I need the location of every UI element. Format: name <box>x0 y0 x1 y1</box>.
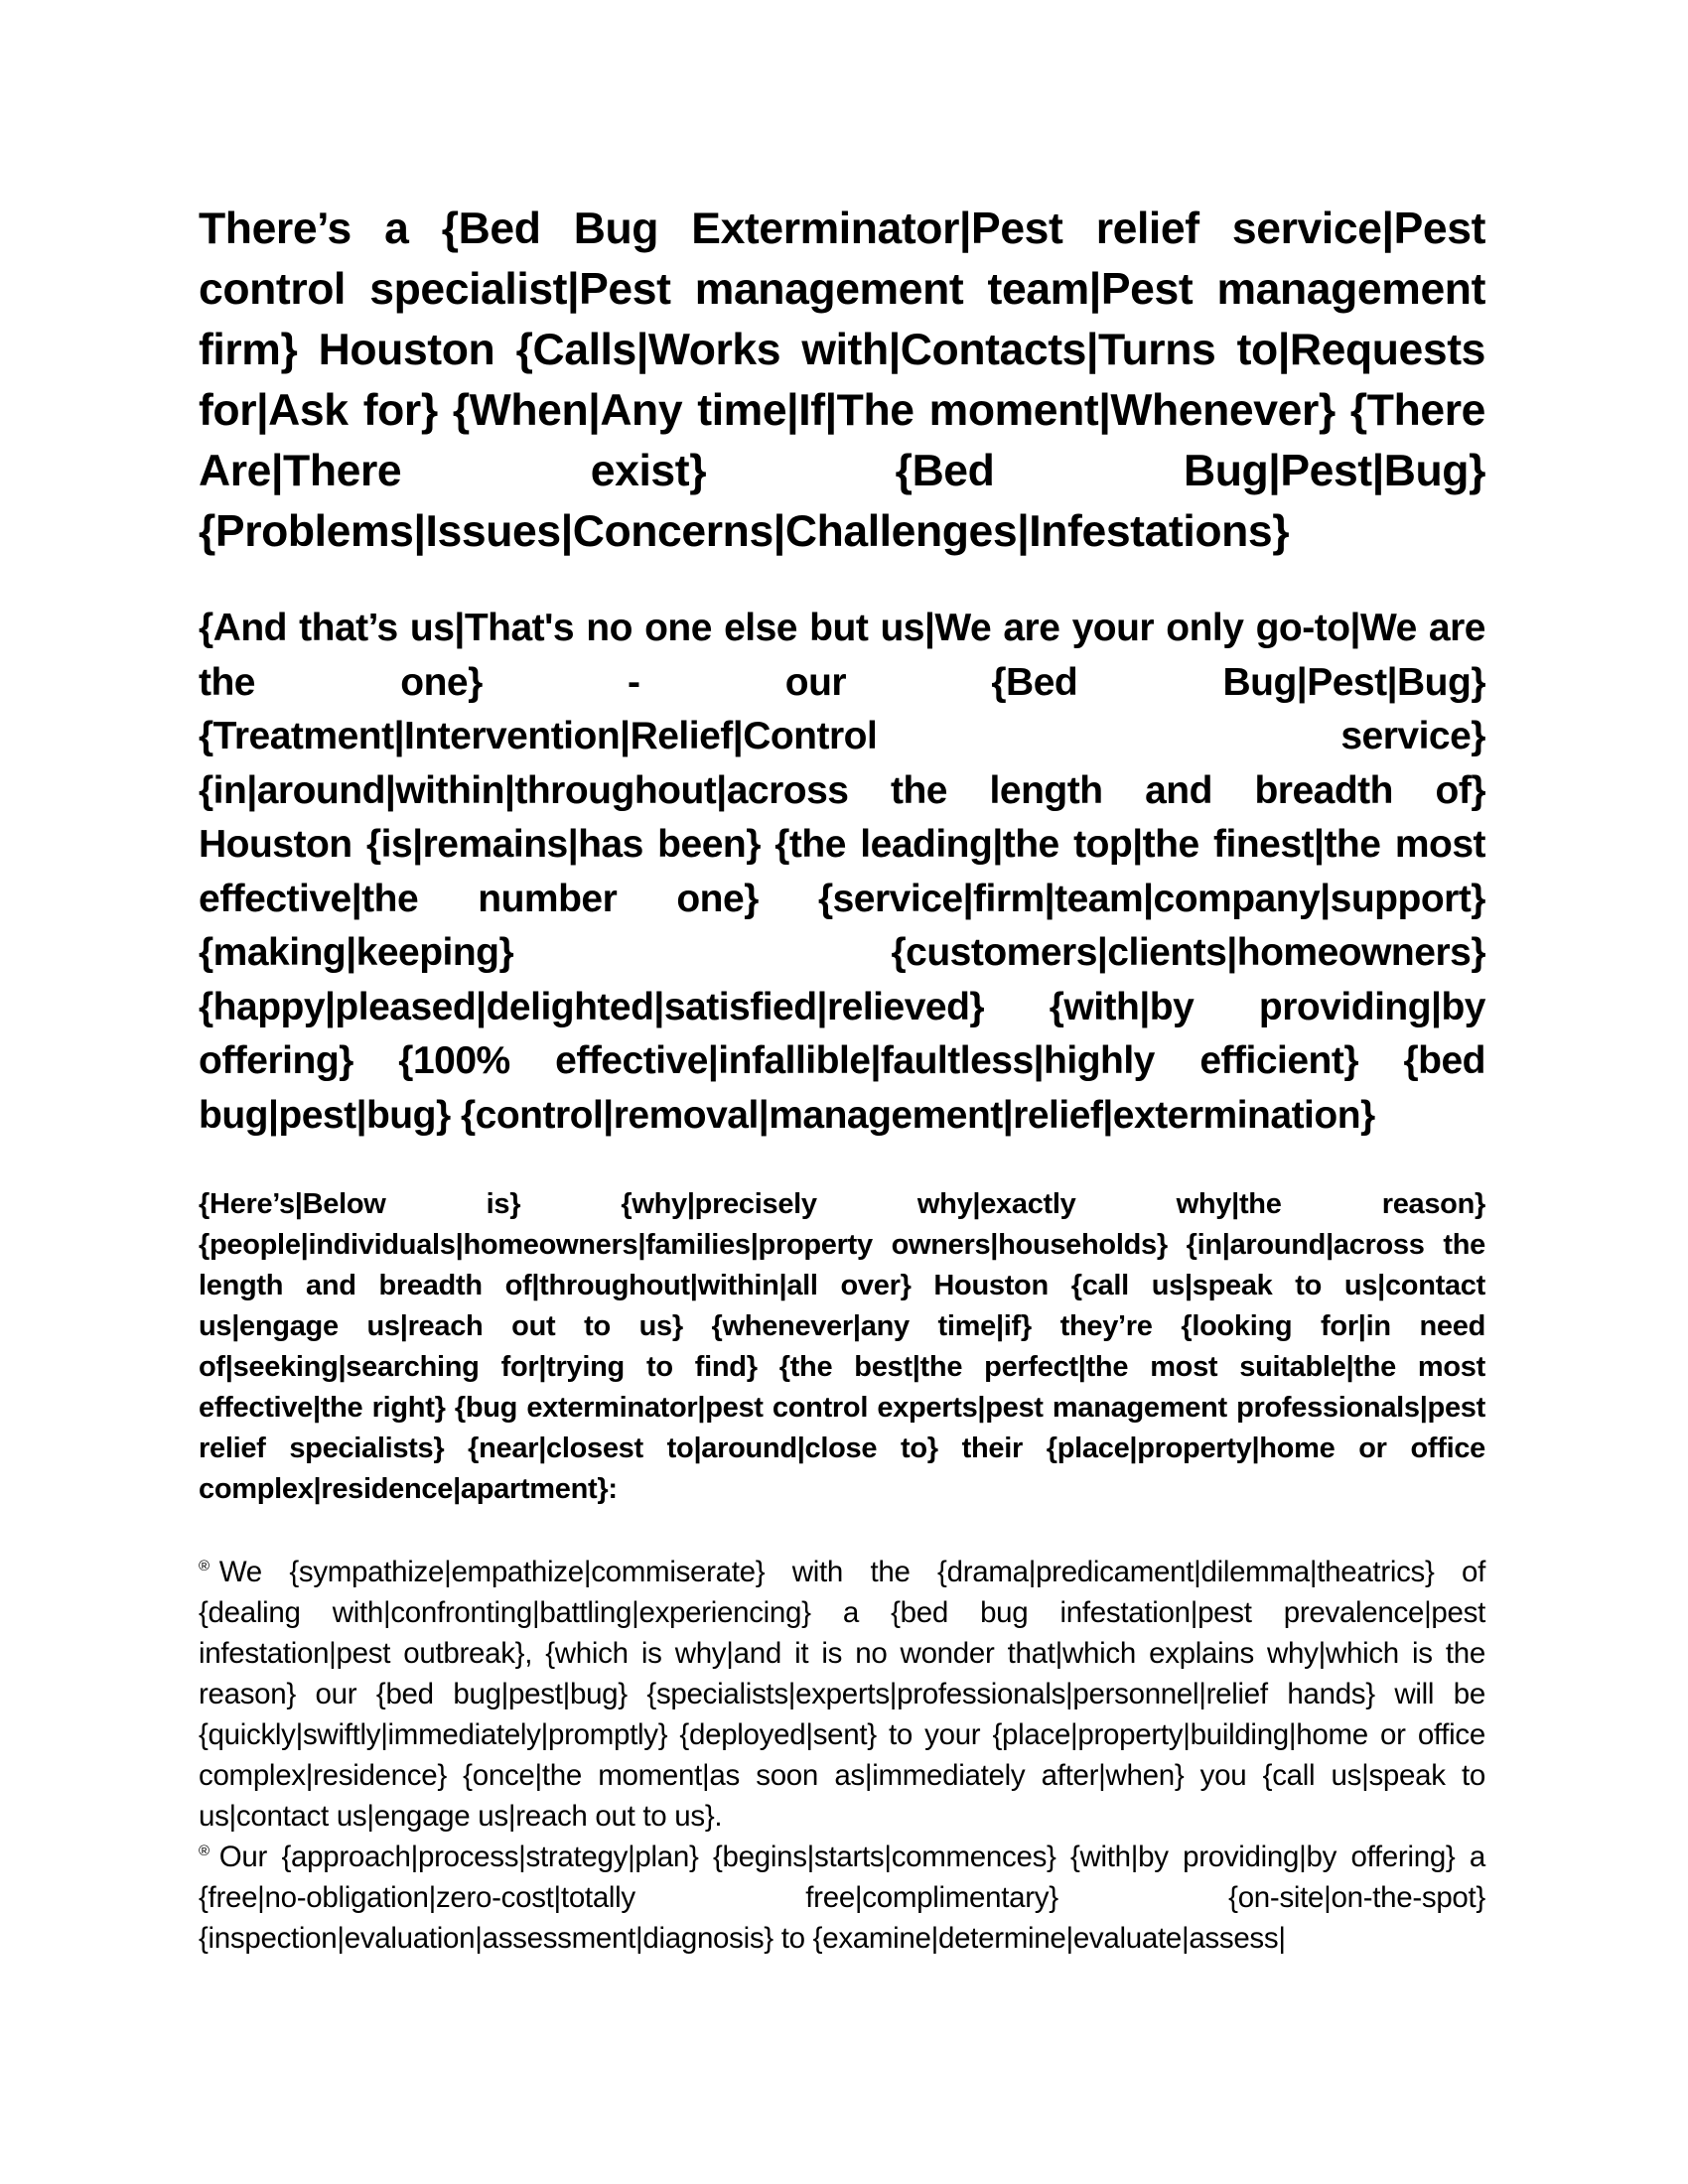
registered-bullet-icon: ® <box>199 1558 210 1575</box>
document-title: There’s a {Bed Bug Exterminator|Pest relief service|Pest control specialist|Pest management team|Pest management firm} Houston {Calls|Works with|Contacts|Turns to|Requests for|Ask for} {When|Any time|If|The moment|Whenever} {There Are|There exist} {Bed Bug|Pest|Bug} {Problems|Issues|Concerns|Challenges|Infestations} <box>199 205 1485 556</box>
bullet-text: We {sympathize|empathize|commiserate} with the {drama|predicament|dilemma|theatrics} of {dealing with|confronting|battling|experiencing} a {bed bug infestation|pest prevalence|pest infestation|pest outbreak}, {which is why|and it is no wonder that|which explains why|which is the reason} our {bed bug|pest|bug} {specialists|experts|professionals|personnel|relief hands} will be {quickly|swiftly|immediately|promptly} {deployed|sent} to your {place|property|building|home or office complex|residence} {once|the moment|as soon as|immediately after|when} you {call us|speak to us|contact us|engage us|reach out to us}. <box>199 1556 1485 1833</box>
bullet-list <box>199 1552 1485 1959</box>
list-item <box>199 1552 1485 1837</box>
intro-paragraph: {And that’s us|That's no one else but us|We are your only go-to|We are the one} - our {Bed Bug|Pest|Bug} {Treatment|Intervention|Relief|Control service} {in|around|within|throughout|across the length and breadth of} Houston {is|remains|has been} {the leading|the top|the finest|the most effective|the number one} {service|firm|team|company|support} {making|keeping} {customers|clients|homeowners} {happy|pleased|delighted|satisfied|relieved} {with|by providing|by offering} {100% effective|infallible|faultless|highly efficient} {bed bug|pest|bug} {control|removal|management|relief|extermination} <box>199 607 1485 1137</box>
document-page <box>199 199 1485 1959</box>
why-heading: {Here’s|Below is} {why|precisely why|exactly why|the reason} {people|individuals|homeowners|families|property owners|households} {in|around|across the length and breadth of|throughout|within|all over} Houston {call us|speak to us|contact us|engage us|reach out to us} {whenever|any time|if} they’re {looking for|in need of|seeking|searching for|trying to find} {the best|the perfect|the most suitable|the most effective|the right} {bug exterminator|pest control experts|pest management professionals|pest relief specialists} {near|closest to|around|close to} their {place|property|home or office complex|residence|apartment}: <box>199 1188 1485 1505</box>
bullet-text: Our {approach|process|strategy|plan} {begins|starts|commences} {with|by providing|by offering} a {free|no-obligation|zero-cost|totally free|complimentary} {on-site|on-the-spot} {inspection|evaluation|assessment|diagnosis} to {examine|determine|evaluate|assess| <box>199 1841 1485 1955</box>
registered-bullet-icon: ® <box>199 1843 210 1860</box>
list-item <box>199 1837 1485 1959</box>
